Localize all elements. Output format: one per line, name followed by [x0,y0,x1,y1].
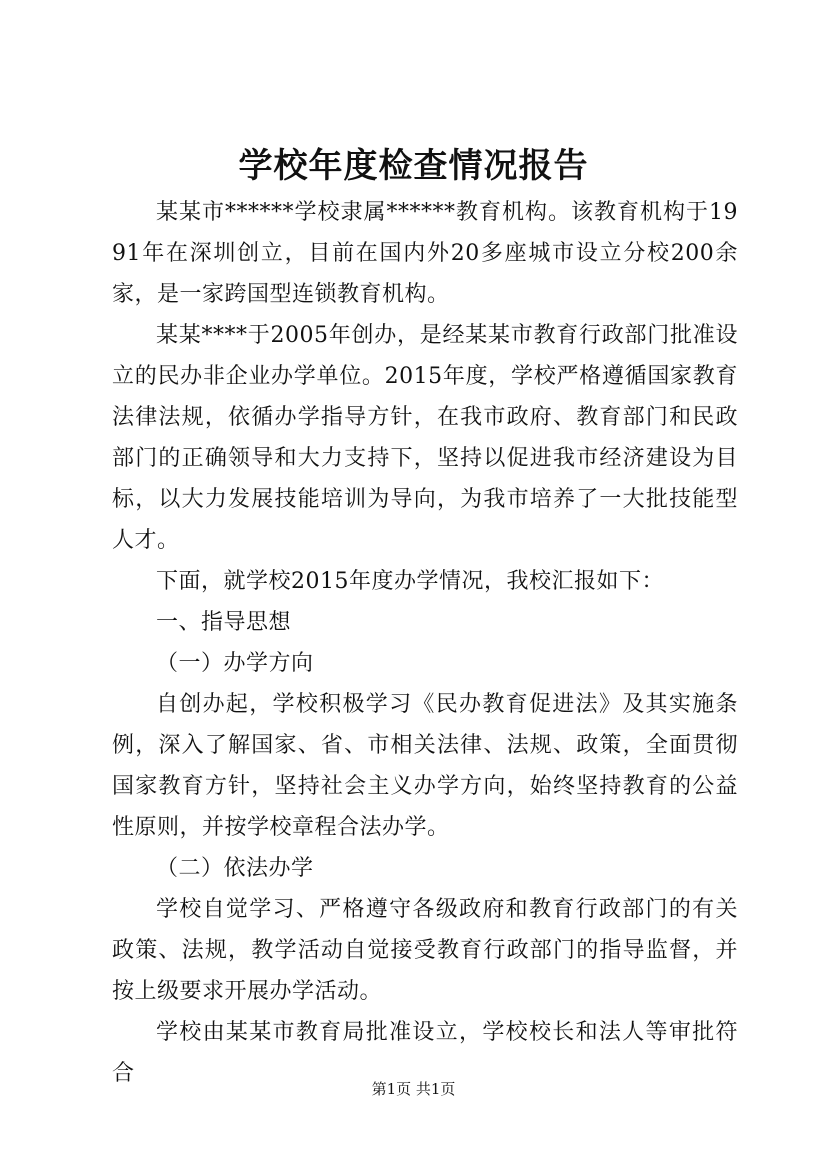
paragraph-report-lead: 下面，就学校2015年度办学情况，我校汇报如下： [156,569,664,594]
page-footer: 第1页 共1页 [371,1080,456,1098]
paragraph-lawful: 学校自觉学习、严格遵守各级政府和教育行政部门的有关政策、法规，教学活动自觉接受教育行政部门的指导监督，并按上级要求开展办学活动。 [112,897,738,1004]
subsection-heading-lawful: （二）依法办学 [156,856,314,881]
document-title: 学校年度检查情况报告 [238,146,589,186]
paragraph-direction: 自创办起，学校积极学习《民办教育促进法》及其实施条例，深入了解国家、省、市相关法律、法规、政策，全面贯彻国家教育方针，坚持社会主义办学方向，始终坚持教育的公益性原则，并按学校章程合法办学。 [112,692,738,840]
paragraph-intro: 某某市******学校隶属******教育机构。该教育机构于1991年在深圳创立，目前在国内外20多座城市设立分校200余家，是一家跨国型连锁教育机构。 [112,200,738,307]
section-heading-guiding-ideology: 一、指导思想 [156,610,292,635]
paragraph-approval: 学校由某某市教育局批准设立，学校校长和法人等审批符合 [112,1020,738,1086]
subsection-heading-direction: （一）办学方向 [156,651,314,676]
paragraph-founding: 某某****于2005年创办，是经某某市教育行政部门批准设立的民办非企业办学单位。2015年度，学校严格遵循国家教育法律法规，依循办学指导方针，在我市政府、教育部门和民政部门的正确领导和大力支持下，坚持以促进我市经济建设为目标，以大力发展技能培训为导向，为我市培养了一大批技能型人才。 [112,323,738,553]
document-body [112,192,738,1094]
